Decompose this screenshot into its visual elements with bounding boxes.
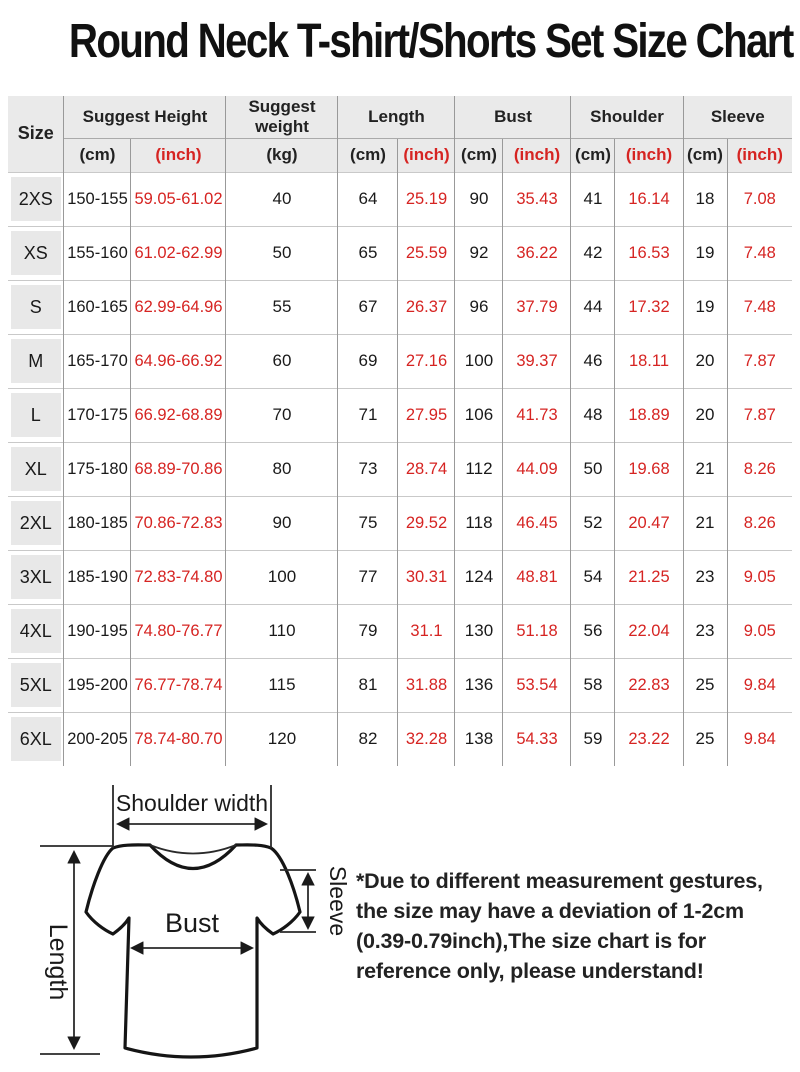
row-size: 2XL: [8, 496, 64, 550]
cell-weight-kg: 40: [226, 172, 338, 226]
cell-length-inch: 27.16: [398, 334, 455, 388]
cell-sleeve-inch: 7.48: [727, 226, 792, 280]
cell-length-cm: 77: [338, 550, 398, 604]
cell-length-inch: 29.52: [398, 496, 455, 550]
title-bar: [0, 14, 800, 86]
cell-height-cm: 180-185: [64, 496, 131, 550]
cell-weight-kg: 115: [226, 658, 338, 712]
unit-length-cm: (cm): [338, 138, 398, 172]
row-size: 4XL: [8, 604, 64, 658]
cell-bust-cm: 138: [455, 712, 503, 766]
cell-length-cm: 69: [338, 334, 398, 388]
cell-sleeve-inch: 7.08: [727, 172, 792, 226]
cell-height-cm: 185-190: [64, 550, 131, 604]
cell-length-inch: 32.28: [398, 712, 455, 766]
cell-length-inch: 31.88: [398, 658, 455, 712]
table-row: [8, 712, 792, 766]
cell-length-cm: 67: [338, 280, 398, 334]
cell-height-cm: 195-200: [64, 658, 131, 712]
cell-height-cm: 155-160: [64, 226, 131, 280]
cell-bust-cm: 130: [455, 604, 503, 658]
cell-bust-cm: 90: [455, 172, 503, 226]
cell-bust-cm: 118: [455, 496, 503, 550]
cell-sleeve-cm: 20: [683, 388, 727, 442]
cell-weight-kg: 90: [226, 496, 338, 550]
cell-shoulder-inch: 17.32: [615, 280, 683, 334]
table-row: [8, 658, 792, 712]
row-size: XL: [8, 442, 64, 496]
cell-sleeve-cm: 18: [683, 172, 727, 226]
cell-weight-kg: 120: [226, 712, 338, 766]
cell-shoulder-cm: 50: [571, 442, 615, 496]
cell-length-cm: 73: [338, 442, 398, 496]
note-line: reference only, please understand!: [356, 959, 704, 983]
cell-bust-inch: 41.73: [503, 388, 571, 442]
table-row: [8, 334, 792, 388]
cell-sleeve-cm: 25: [683, 712, 727, 766]
unit-weight-kg: (kg): [226, 138, 338, 172]
col-header-length: Length: [338, 96, 455, 138]
unit-shoulder-cm: (cm): [571, 138, 615, 172]
shoulder-width-label: Shoulder width: [115, 790, 269, 816]
cell-bust-cm: 124: [455, 550, 503, 604]
cell-length-cm: 79: [338, 604, 398, 658]
cell-shoulder-cm: 59: [571, 712, 615, 766]
cell-length-inch: 30.31: [398, 550, 455, 604]
table-row: [8, 172, 792, 226]
cell-height-cm: 190-195: [64, 604, 131, 658]
row-size: 5XL: [8, 658, 64, 712]
cell-height-inch: 61.02-62.99: [131, 226, 226, 280]
cell-shoulder-inch: 22.83: [615, 658, 683, 712]
cell-bust-inch: 44.09: [503, 442, 571, 496]
cell-height-cm: 175-180: [64, 442, 131, 496]
cell-length-cm: 82: [338, 712, 398, 766]
cell-shoulder-inch: 19.68: [615, 442, 683, 496]
cell-weight-kg: 60: [226, 334, 338, 388]
cell-weight-kg: 100: [226, 550, 338, 604]
cell-height-inch: 72.83-74.80: [131, 550, 226, 604]
cell-height-inch: 68.89-70.86: [131, 442, 226, 496]
cell-height-cm: 160-165: [64, 280, 131, 334]
cell-sleeve-cm: 25: [683, 658, 727, 712]
cell-shoulder-cm: 58: [571, 658, 615, 712]
cell-shoulder-cm: 52: [571, 496, 615, 550]
bust-label: Bust: [164, 908, 220, 938]
col-header-sleeve: Sleeve: [683, 96, 792, 138]
cell-sleeve-inch: 8.26: [727, 442, 792, 496]
row-size: 6XL: [8, 712, 64, 766]
page-title: Round Neck T-shirt/Shorts Set Size Chart: [68, 15, 793, 68]
cell-length-inch: 26.37: [398, 280, 455, 334]
cell-sleeve-cm: 21: [683, 496, 727, 550]
unit-bust-inch: (inch): [503, 138, 571, 172]
cell-length-inch: 28.74: [398, 442, 455, 496]
measurement-guide-section: [0, 780, 800, 1072]
cell-bust-cm: 96: [455, 280, 503, 334]
cell-bust-inch: 48.81: [503, 550, 571, 604]
unit-sleeve-cm: (cm): [683, 138, 727, 172]
measurement-note: [356, 866, 792, 986]
cell-length-inch: 25.19: [398, 172, 455, 226]
row-size: XS: [8, 226, 64, 280]
cell-sleeve-cm: 23: [683, 604, 727, 658]
unit-height-cm: (cm): [64, 138, 131, 172]
cell-height-inch: 70.86-72.83: [131, 496, 226, 550]
table-row: [8, 496, 792, 550]
table-row: [8, 280, 792, 334]
cell-shoulder-cm: 48: [571, 388, 615, 442]
cell-length-cm: 75: [338, 496, 398, 550]
cell-shoulder-cm: 42: [571, 226, 615, 280]
cell-shoulder-cm: 54: [571, 550, 615, 604]
cell-bust-cm: 112: [455, 442, 503, 496]
cell-bust-cm: 92: [455, 226, 503, 280]
cell-shoulder-cm: 41: [571, 172, 615, 226]
unit-bust-cm: (cm): [455, 138, 503, 172]
col-header-suggest-weight: Suggest weight: [226, 96, 338, 138]
cell-shoulder-cm: 46: [571, 334, 615, 388]
cell-sleeve-inch: 9.05: [727, 550, 792, 604]
col-header-suggest-height: Suggest Height: [64, 96, 226, 138]
cell-shoulder-cm: 56: [571, 604, 615, 658]
cell-shoulder-inch: 18.89: [615, 388, 683, 442]
tshirt-measurement-diagram: [28, 782, 362, 1072]
cell-height-cm: 150-155: [64, 172, 131, 226]
cell-sleeve-cm: 19: [683, 280, 727, 334]
cell-shoulder-inch: 16.14: [615, 172, 683, 226]
cell-height-inch: 59.05-61.02: [131, 172, 226, 226]
cell-weight-kg: 50: [226, 226, 338, 280]
unit-height-inch: (inch): [131, 138, 226, 172]
cell-length-cm: 65: [338, 226, 398, 280]
tshirt-outline: [86, 845, 300, 1057]
length-label: Length: [44, 923, 72, 1001]
cell-weight-kg: 110: [226, 604, 338, 658]
cell-length-cm: 64: [338, 172, 398, 226]
size-table-body: [8, 172, 792, 766]
row-size: S: [8, 280, 64, 334]
cell-sleeve-inch: 7.87: [727, 388, 792, 442]
cell-bust-inch: 36.22: [503, 226, 571, 280]
cell-bust-cm: 136: [455, 658, 503, 712]
cell-weight-kg: 55: [226, 280, 338, 334]
sleeve-label: Sleeve: [325, 865, 351, 937]
cell-height-inch: 76.77-78.74: [131, 658, 226, 712]
cell-shoulder-inch: 18.11: [615, 334, 683, 388]
cell-length-cm: 71: [338, 388, 398, 442]
cell-bust-cm: 100: [455, 334, 503, 388]
cell-sleeve-inch: 7.87: [727, 334, 792, 388]
row-size: L: [8, 388, 64, 442]
cell-sleeve-cm: 21: [683, 442, 727, 496]
note-line: the size may have a deviation of 1-2cm: [356, 899, 744, 923]
size-table: [8, 96, 792, 766]
cell-sleeve-cm: 23: [683, 550, 727, 604]
cell-height-inch: 66.92-68.89: [131, 388, 226, 442]
note-line: (0.39-0.79inch),The size chart is for: [356, 929, 706, 953]
cell-bust-inch: 35.43: [503, 172, 571, 226]
cell-height-inch: 78.74-80.70: [131, 712, 226, 766]
row-size: M: [8, 334, 64, 388]
table-row: [8, 604, 792, 658]
cell-sleeve-inch: 7.48: [727, 280, 792, 334]
table-unit-header-row: [8, 138, 792, 172]
cell-length-cm: 81: [338, 658, 398, 712]
cell-shoulder-inch: 22.04: [615, 604, 683, 658]
table-group-header-row: [8, 96, 792, 138]
unit-shoulder-inch: (inch): [615, 138, 683, 172]
cell-sleeve-inch: 8.26: [727, 496, 792, 550]
col-header-shoulder: Shoulder: [571, 96, 683, 138]
cell-length-inch: 25.59: [398, 226, 455, 280]
cell-bust-cm: 106: [455, 388, 503, 442]
cell-sleeve-cm: 20: [683, 334, 727, 388]
size-table-header: [8, 96, 792, 172]
row-size: 2XS: [8, 172, 64, 226]
cell-weight-kg: 70: [226, 388, 338, 442]
col-header-bust: Bust: [455, 96, 571, 138]
cell-height-inch: 74.80-76.77: [131, 604, 226, 658]
cell-weight-kg: 80: [226, 442, 338, 496]
cell-height-inch: 62.99-64.96: [131, 280, 226, 334]
cell-sleeve-cm: 19: [683, 226, 727, 280]
cell-length-inch: 31.1: [398, 604, 455, 658]
cell-bust-inch: 39.37: [503, 334, 571, 388]
table-row: [8, 388, 792, 442]
cell-height-cm: 165-170: [64, 334, 131, 388]
cell-height-cm: 170-175: [64, 388, 131, 442]
note-line: *Due to different measurement gestures,: [356, 869, 763, 893]
cell-bust-inch: 51.18: [503, 604, 571, 658]
cell-sleeve-inch: 9.05: [727, 604, 792, 658]
table-row: [8, 226, 792, 280]
cell-bust-inch: 54.33: [503, 712, 571, 766]
cell-sleeve-inch: 9.84: [727, 712, 792, 766]
cell-sleeve-inch: 9.84: [727, 658, 792, 712]
cell-bust-inch: 53.54: [503, 658, 571, 712]
cell-shoulder-cm: 44: [571, 280, 615, 334]
cell-shoulder-inch: 23.22: [615, 712, 683, 766]
collar-back-line: [150, 845, 236, 854]
cell-shoulder-inch: 21.25: [615, 550, 683, 604]
table-row: [8, 550, 792, 604]
unit-sleeve-inch: (inch): [727, 138, 792, 172]
cell-bust-inch: 46.45: [503, 496, 571, 550]
cell-bust-inch: 37.79: [503, 280, 571, 334]
cell-shoulder-inch: 20.47: [615, 496, 683, 550]
col-header-size: Size: [8, 96, 64, 172]
row-size: 3XL: [8, 550, 64, 604]
unit-length-inch: (inch): [398, 138, 455, 172]
table-row: [8, 442, 792, 496]
cell-height-inch: 64.96-66.92: [131, 334, 226, 388]
cell-length-inch: 27.95: [398, 388, 455, 442]
cell-shoulder-inch: 16.53: [615, 226, 683, 280]
cell-height-cm: 200-205: [64, 712, 131, 766]
